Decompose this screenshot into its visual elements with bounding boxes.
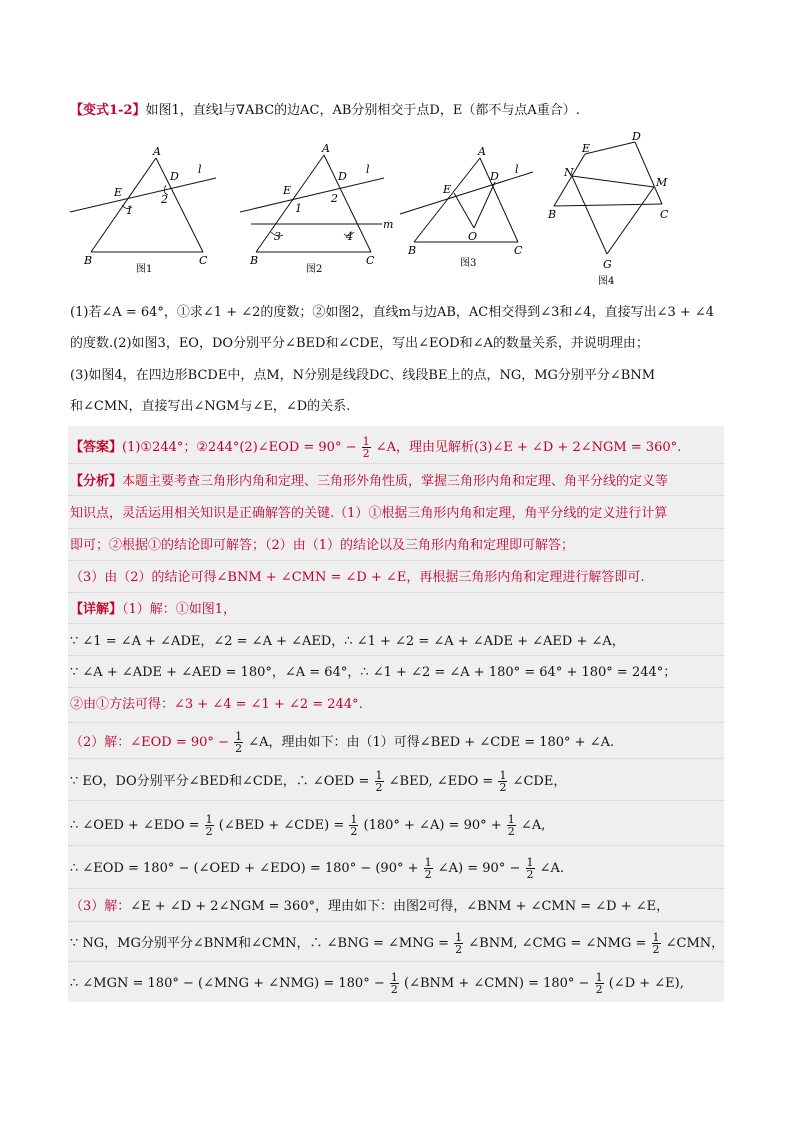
fig2-caption: 图2 <box>306 264 323 275</box>
answer-post: ∠A，理由见解析(3)∠E + ∠D + 2∠NGM = 360°. <box>375 440 682 455</box>
figure-4 <box>540 132 680 290</box>
fig2-label-l: l <box>366 163 370 176</box>
fig1-caption: 图1 <box>136 264 153 275</box>
fig1-label-1: 1 <box>126 204 133 217</box>
fig3-label-a: A <box>478 145 486 158</box>
answer-line: 【答案】(1)①244°；②244°(2)∠EOD = 90° − $\frac{1}{2}$ ∠A，理由见解析(3)∠E + ∠D + 2∠NGM = 360°. <box>70 435 682 460</box>
analysis-3: 即可；②根据①的结论即可解答；（2）由（1）的结论以及三角形内角和定理即可解答； <box>70 538 575 553</box>
fig1-label-c: C <box>199 254 208 267</box>
problem-intro <box>70 102 580 120</box>
answer-tag: 【答案】 <box>70 440 123 455</box>
step-7: ∴ ∠EOD = 180° − (∠OED + ∠EDO) = 180° − (90° + $\frac{1}{2}$ ∠A) = 90° − $\frac{1}{2}$ ∠A. <box>70 856 565 881</box>
fig3-label-l: l <box>515 163 519 176</box>
step-9: ∵ NG，MG分别平分∠BNM和∠CMN，∴ ∠BNG = ∠MNG = $\frac{1}{2}$ ∠BNM, ∠CMG = ∠NMG = $\frac{1}{2}$ ∠CMN， <box>70 931 725 956</box>
fig4-label-m: M <box>656 176 668 189</box>
fig1-label-l: l <box>198 163 202 176</box>
analysis-1: 【分析】本题主要考查三角形内角和定理、三角形外角性质，掌握三角形内角和定理、角平分线的定义等 <box>70 474 669 489</box>
detail-tag: 【详解】 <box>70 602 123 617</box>
fig2-label-a: A <box>322 142 330 155</box>
figure-2 <box>236 140 396 280</box>
detail-1: 【详解】（1）解：①如图1， <box>70 602 237 617</box>
analysis-tag: 【分析】 <box>70 474 123 489</box>
fig4-label-n: N <box>564 166 574 179</box>
step-4: （2）解：∠EOD = 90° − $\frac{1}{2}$ ∠A，理由如下：由（1）可得∠BED + ∠CDE = 180° + ∠A. <box>70 730 615 755</box>
question-1b: 的度数.(2)如图3，EO，DO分别平分∠BED和∠CDE，写出∠EOD和∠A的数量关系，并说明理由； <box>70 336 649 351</box>
fig2-label-2: 2 <box>331 192 338 205</box>
fig4-label-b: B <box>548 208 557 221</box>
intro-text: 如图1，直线l与∇ABC的边AC，AB分别相交于点D，E（都不与点A重合）. <box>145 103 580 118</box>
analysis-2: 知识点，灵活运用相关知识是正确解答的关键.（1）①根据三角形内角和定理，角平分线的定义进行计算 <box>70 506 668 521</box>
step-6: ∴ ∠OED + ∠EDO = $\frac{1}{2}$ (∠BED + ∠CDE) = $\frac{1}{2}$ (180° + ∠A) = 90° + $\frac{1}{2}$ ∠A, <box>70 813 546 838</box>
fig4-label-d: D <box>632 132 641 143</box>
question-1a: (1)若∠A = 64°，①求∠1 + ∠2的度数；②如图2，直线m与边AB，AC相交得到∠3和∠4，直接写出∠3 + ∠4 <box>70 305 715 320</box>
step-2: ∵ ∠A + ∠ADE + ∠AED = 180°，∠A = 64°，∴ ∠1 + ∠2 = ∠A + 180° = 64° + 180° = 244°； <box>70 665 677 680</box>
fig2-label-e: E <box>283 184 292 197</box>
step-8: （3）解：∠E + ∠D + 2∠NGM = 360°，理由如下：由图2可得，∠BNM + ∠CMN = ∠D + ∠E， <box>70 899 670 914</box>
question-3a: (3)如图4，在四边形BCDE中，点M，N分别是线段DC、线段BE上的点，NG，MG分别平分∠BNM <box>70 368 656 383</box>
figure-3 <box>398 140 538 270</box>
step-1: ∵ ∠1 = ∠A + ∠ADE，∠2 = ∠A + ∠AED，∴ ∠1 + ∠2 = ∠A + ∠ADE + ∠AED + ∠A， <box>70 634 625 649</box>
analysis-4: （3）由（2）的结论可得∠BNM + ∠CMN = ∠D + ∠E，再根据三角形内角和定理进行解答即可. <box>70 570 645 585</box>
fig2-side-ab <box>256 155 324 252</box>
fig4-label-c: C <box>660 208 669 221</box>
fig2-label-d: D <box>338 170 347 183</box>
fig2-label-4: 4 <box>346 230 353 243</box>
fig1-label-d: D <box>170 170 179 183</box>
fig2-line-l <box>240 178 384 212</box>
fig3-label-c: C <box>514 244 523 257</box>
figure-1 <box>66 140 226 280</box>
fig2-label-3: 3 <box>274 230 281 243</box>
fig3-label-o: O <box>468 230 478 243</box>
answer-pre: (1)①244°；②244°(2)∠EOD = 90° − <box>122 440 357 455</box>
fig2-label-c: C <box>366 254 375 267</box>
step-10: ∴ ∠MGN = 180° − (∠MNG + ∠NMG) = 180° − $\frac{1}{2}$ (∠BNM + ∠CMN) = 180° − $\frac{1}{2}$ (∠D + ∠E), <box>70 971 684 996</box>
fig3-caption: 图3 <box>460 258 477 269</box>
fig4-caption: 图4 <box>598 276 615 287</box>
fig1-label-2: 2 <box>161 193 168 206</box>
fig4-label-e: E <box>582 142 591 155</box>
step-5: ∵ EO，DO分别平分∠BED和∠CDE，∴ ∠OED = $\frac{1}{2}$ ∠BED, ∠EDO = $\frac{1}{2}$ ∠CDE， <box>70 769 567 794</box>
fig1-label-b: B <box>84 254 93 267</box>
fig2-label-1: 1 <box>295 202 302 215</box>
fig3-label-d: D <box>490 170 499 183</box>
fig4-label-g: G <box>603 258 612 271</box>
fig1-line-l <box>70 178 216 212</box>
question-3b: 和∠CMN，直接写出∠NGM与∠E，∠D的关系. <box>70 399 351 414</box>
variant-tag: 【变式1-2】 <box>70 103 146 118</box>
fig1-label-a: A <box>153 145 161 158</box>
fig2-label-m: m <box>383 218 394 231</box>
fig2-label-b: B <box>250 254 259 267</box>
fig1-label-e: E <box>114 186 123 199</box>
fig3-label-e: E <box>443 183 452 196</box>
fig3-label-b: B <box>408 244 417 257</box>
step-3: ②由①方法可得：∠3 + ∠4 = ∠1 + ∠2 = 244°. <box>70 697 363 712</box>
